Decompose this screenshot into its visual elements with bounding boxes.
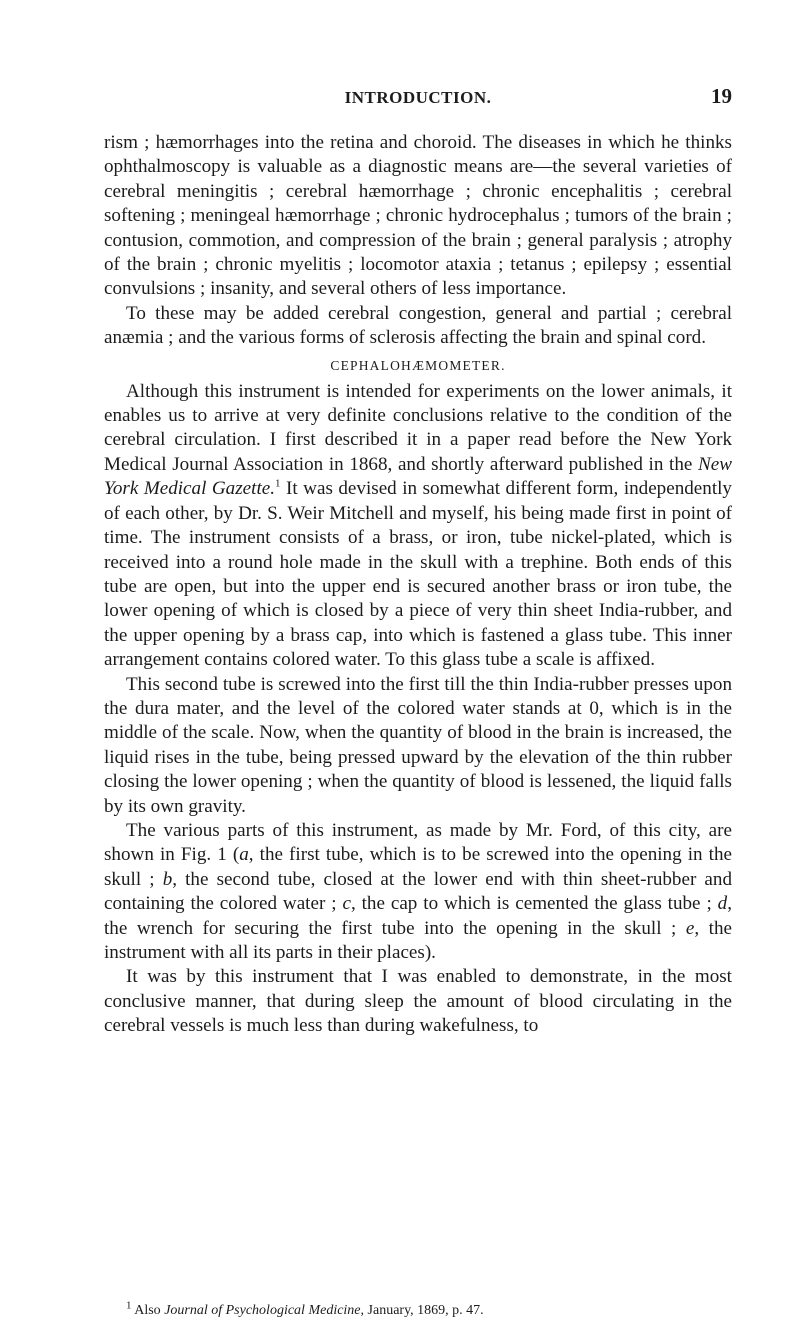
paragraph-second-tube: This second tube is screwed into the first till the thin India-rubber presses upon the dura mater, and the level of the colored water stands at 0, which is in the middle of the scale. Now, when the quantity of blood in the brain is increased, the liquid rises in the tube, being pressed upward by the elevation of the thin rubber closing the lower opening ; when the quantity of blood is lessened, the liquid falls by its own gravity.	[104, 673, 732, 817]
paragraph-instrument-text-a: Although this instrument is intended for experiments on the lower animals, it enables us to arrive at very definite conclusions relative to the condition of the cerebral circulation. I first described it in a paper read before the New York Medical Journal Association in 1868, and shortly afterward published in the	[104, 380, 732, 475]
parts-text-b: , the first tube, which is to be screwed into the opening in the skull ;	[104, 844, 732, 890]
paragraph-congestion: To these may be added cerebral congestion, general and partial ; cerebral anæmia ; and the various forms of sclerosis affecting the brain and spinal cord.	[104, 302, 732, 349]
footnote-reference: 1	[275, 477, 281, 490]
paragraph-continued: rism ; hæmorrhages into the retina and choroid. The diseases in which he thinks ophthalmoscopy is valuable as a diagnostic means are—the several varieties of cerebral meningitis ; cerebral hæmorrhage ; chronic encephalitis ; cerebral softening ; meningeal hæmorrhage ; chronic hydrocephalus ; tumors of the brain ; contusion, commotion, and compression of the brain ; general paralysis ; atrophy of the brain ; chronic myelitis ; locomotor ataxia ; tetanus ; epilepsy ; essential convulsions ; insanity, and several others of less importance.	[104, 132, 732, 300]
running-head: INTRODUCTION.	[344, 88, 492, 107]
parts-text-f: , the instrument with all its parts in their places).	[104, 917, 732, 963]
footnote-prefix: Also	[131, 1303, 165, 1318]
parts-text-a: The various parts of this instrument, as made by Mr. Ford, of this city, are shown in Fig. 1 (	[104, 819, 732, 866]
footnote	[126, 1299, 732, 1319]
part-letter-a: a	[239, 844, 249, 866]
body-text	[104, 131, 732, 1039]
page-number: 19	[711, 84, 732, 108]
parts-text-e: , the wrench for securing the first tube into the opening in the skull ;	[104, 893, 732, 939]
section-heading: CEPHALOHÆMOMETER.	[330, 357, 506, 373]
part-letter-c: c	[342, 893, 351, 915]
footnote-journal: Journal of Psychological Medicine	[164, 1303, 361, 1318]
paragraph-parts	[104, 819, 732, 965]
parts-text-d: , the cap to which is cemented the glass tube ;	[350, 893, 718, 915]
paragraph-instrument	[104, 380, 732, 673]
part-letter-e: e	[685, 917, 695, 939]
journal-title: New York Medical Gazette.	[104, 453, 732, 500]
paragraph-sleep: It was by this instrument that I was enabled to demonstrate, in the most conclusive manner, that during sleep the amount of blood circulating in the cerebral vessels is much less than during wakefulness, to	[104, 966, 732, 1037]
part-letter-d: d	[717, 893, 728, 915]
page-header	[104, 84, 732, 112]
paragraph-instrument-text-b: It was devised in somewhat different form, independently of each other, by Dr. S. Weir Mitchell and myself, his being made first in point of time. The instrument consists of a brass, or iron, tube nickel-plated, which is received into a round hole made in the skull with a trephine. Both ends of this tube are open, but into the upper end is secured another brass or iron tube, the lower opening of which is closed by a piece of very thin sheet India-rubber, and the upper opening by a brass cap, into which is fastened a glass tube. This inner arrangement contains colored water. To this glass tube a scale is affixed.	[104, 478, 732, 671]
part-letter-b: b	[162, 868, 173, 890]
footnote-suffix: , January, 1869, p. 47.	[360, 1303, 484, 1318]
parts-text-c: , the second tube, closed at the lower end with thin sheet-rubber and containing the colored water ;	[104, 868, 732, 915]
footnote-marker: 1	[126, 1299, 132, 1312]
